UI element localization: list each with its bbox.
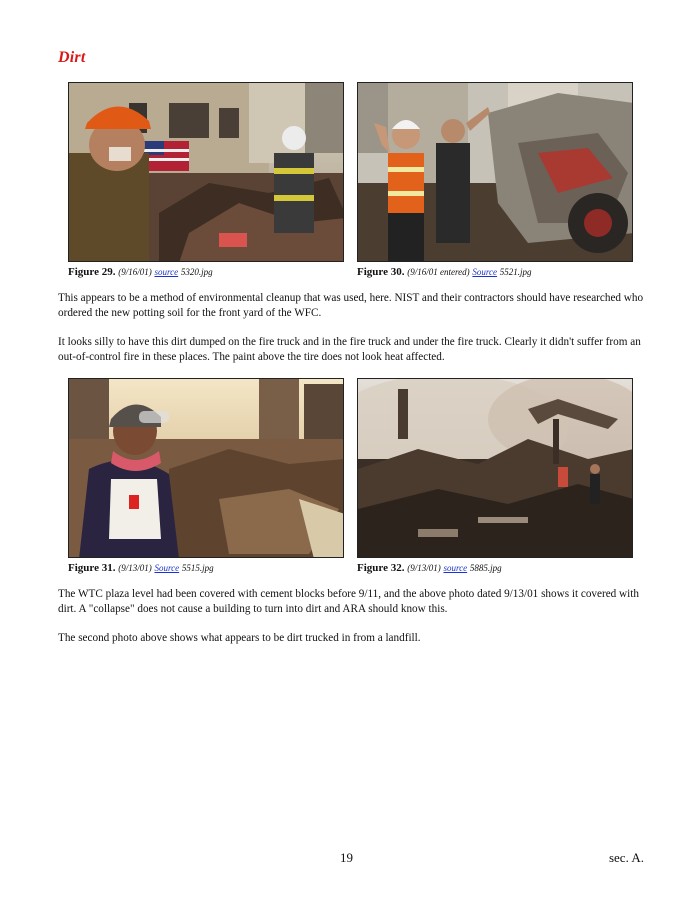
source-link[interactable]: source [443, 563, 468, 573]
figure-caption [357, 265, 633, 279]
figure-date: (9/13/01) [407, 563, 441, 573]
figure-caption [68, 265, 344, 279]
figure-label: Figure 29. [68, 266, 116, 278]
figure-label: Figure 32. [357, 562, 405, 574]
figure-caption [68, 561, 344, 575]
figure-29 [68, 82, 344, 279]
figure-32 [357, 378, 633, 575]
photo-rescue-workers-flag [68, 82, 344, 262]
paragraph: This appears to be a method of environmental cleanup that was used, here. NIST and their contractors should have researched who ordered the new potting soil for the front yard of the WFC. [58, 292, 644, 319]
figure-filename: 5521.jpg [499, 267, 532, 277]
section-label: sec. A. [608, 850, 644, 865]
source-link[interactable]: Source [154, 563, 180, 573]
figure-filename: 5885.jpg [469, 563, 502, 573]
figure-date: (9/13/01) [118, 563, 152, 573]
figure-30 [357, 82, 633, 279]
paragraph: It looks silly to have this dirt dumped on the fire truck and in the fire truck and under the fire truck. Clearly it didn't suffer from an out-of-control fire in these places. The paint above the tire does not look heat affected. [58, 336, 641, 363]
figure-label: Figure 30. [357, 266, 405, 278]
figure-filename: 5515.jpg [181, 563, 214, 573]
figure-date: (9/16/01) [118, 267, 152, 277]
figure-filename: 5320.jpg [180, 267, 213, 277]
photo-fire-truck-wreck [357, 82, 633, 262]
photo-debris-field-smoke [357, 378, 633, 558]
section-title: Dirt [58, 49, 86, 66]
figure-caption [357, 561, 633, 575]
paragraph: The WTC plaza level had been covered with cement blocks before 9/11, and the above photo dated 9/13/01 shows it covered with dirt. A "collapse" does not cause a building to turn into dirt and ARA should know this. [58, 588, 639, 615]
figure-date: (9/16/01 entered) [407, 267, 470, 277]
page-number: 19 [340, 850, 353, 865]
source-link[interactable]: Source [472, 267, 498, 277]
figure-label: Figure 31. [68, 562, 116, 574]
paragraph: The second photo above shows what appears to be dirt trucked in from a landfill. [58, 632, 421, 644]
figure-31 [68, 378, 344, 575]
photo-worker-in-debris [68, 378, 344, 558]
source-link[interactable]: source [154, 267, 179, 277]
